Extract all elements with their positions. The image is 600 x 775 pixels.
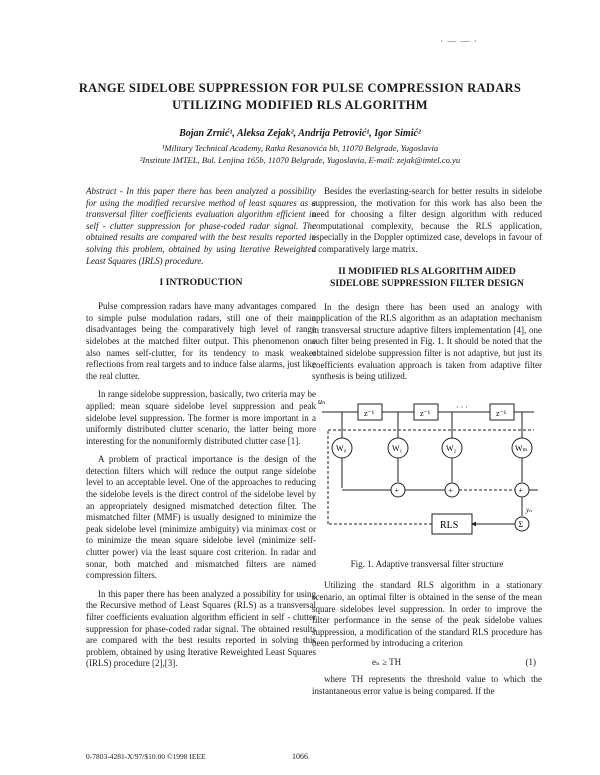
right-column: [312, 186, 542, 705]
weight-node-0: [332, 438, 352, 458]
rls-block: [432, 514, 472, 534]
title-line-2: UTILIZING MODIFIED RLS ALGORITHM: [172, 98, 428, 112]
equation-1-body: eₙ ≥ TH: [372, 656, 402, 667]
right-paragraph-2: In the design there has been used an analogy with application of the RLS algorithm as an adaptation mechanism in transversal structure adaptive filters implementation [4], one such filter being presented in Fig. 1. It should be noted that the obtained sidelobe suppression filter is not adaptive, but just its coefficients evaluation approach is taken from adaptive filter synthesis is being utilized.: [312, 301, 542, 382]
svg-text:+: +: [518, 485, 524, 495]
weight-label-m: Wₘ: [515, 443, 528, 453]
rls-label: RLS: [440, 519, 459, 531]
section-2-title-line-2: SIDELOBE SUPPRESSION FILTER DESIGN: [330, 277, 524, 289]
delay-label-3: z⁻¹: [496, 408, 507, 418]
corner-mark: · — — ·: [440, 36, 478, 46]
section-2-title-line-1: II MODIFIED RLS ALGORITHM AIDED: [338, 265, 516, 277]
weight-node-1: [388, 438, 408, 458]
error-summer: [515, 517, 529, 531]
figure-1-caption: Fig. 1. Adaptive transversal filter structure: [350, 558, 504, 569]
delay-block-2: [414, 404, 438, 420]
svg-text:+: +: [448, 485, 454, 495]
intro-paragraph-1: Pulse compression radars have many advantages compared to simple pulse modulation radars, still one of their main disadvantages being the comparatively high level of range sidelobes at the matched filter output. This phenomenon one also names self-clutter, for its tendency to mask weaker reflections from real targets and to induce false alarms, just like the real clutter.: [86, 301, 316, 381]
affiliation-1: ¹Military Technical Academy, Ratka Resanovića bb, 11070 Belgrade, Yugoslavia: [161, 143, 439, 153]
output-label: yₙ: [526, 505, 532, 514]
intro-paragraph-3: A problem of practical importance is the design of the detection filters which will reduce the output range sidelobe level to an acceptable level. One of the approaches to reducing the sidelobe levels is the direct control of the sidelobe level by an appropriately designed mismatched detection filter. The mismatched filter (MMF) is usually designed to minimize the peak sidelobe level (minimize ambiguity) via minimax cost or to minimize the mean square sidelobe level (minimize self-clutter power) via the least square cost criterion. In radar and sonar, both matched and mismatched filters are named compression filters.: [86, 454, 316, 581]
summer-node-m: [515, 483, 529, 497]
delay-block-3: [490, 404, 514, 420]
author-list: Bojan Zrnić¹, Aleksa Zejak², Andrija Petrović¹, Igor Simić²: [179, 128, 421, 139]
equation-1-number: (1): [525, 656, 536, 667]
left-column: [86, 186, 316, 677]
weight-label-0: W₀: [336, 443, 347, 453]
input-signal-label: uₙ: [318, 396, 326, 406]
weight-label-1: W₁: [392, 443, 403, 453]
right-paragraph-3: Utilizing the standard RLS algorithm in a stationary scenario, an optimal filter is obtained in the sense of the mean square sidelobes level suppression. In order to improve the filter performance in the sense of the peak sidelobe values suppression, a modification of the standard RLS procedure has been performed by introducing a criterion: [312, 580, 542, 649]
summer-node-2: [445, 483, 459, 497]
svg-text:+: +: [394, 485, 400, 495]
right-paragraph-4: where TH represents the threshold value to which the instantaneous error value is being compared. If the: [312, 674, 542, 697]
tap-ellipsis: · · ·: [456, 402, 468, 412]
weight-node-2: [442, 438, 462, 458]
paper-title: [60, 80, 540, 114]
filter-diagram-svg: [312, 390, 542, 555]
page-number: 1066: [292, 752, 308, 761]
delay-block-1: [358, 404, 382, 420]
right-paragraph-1: Besides the everlasting-search for better results in sidelobe suppression, the motivation for this work has also been the need for choosing a filter design algorithm with reduced computational complexity, because the RLS application, especially in the Doppler optimized case, develops in favour of a comparatively large matrix.: [312, 186, 542, 254]
footer-copyright: 0-7803-4281-X/97/$10.00 ©1998 IEEE: [86, 752, 206, 761]
title-line-1: RANGE SIDELOBE SUPPRESSION FOR PULSE COMPRESSION RADARS: [78, 81, 522, 95]
equation-1: [312, 657, 542, 669]
section-heading-introduction: I INTRODUCTION: [159, 277, 243, 289]
figure-1-adaptive-filter-diagram: [312, 390, 542, 555]
delay-label-1: z⁻¹: [364, 408, 375, 418]
delay-label-2: z⁻¹: [420, 408, 431, 418]
intro-paragraph-2: In range sidelobe suppression, basically, two criteria may be applied: mean square sidelobe level suppression and peak sidelobe level suppression. The former is more important in a uniformly distributed clutter scenario, the latter being more interesting for the nonuniformly distributed clutter case [1].: [86, 389, 316, 446]
weight-node-m: [512, 438, 532, 458]
intro-paragraph-4: In this paper there has been analyzed a possibility for using the Recursive method of Least Squares (RLS) as a transversal filter coefficients evaluation algorithm efficient in self - clutter suppression for phase-coded radar signal. The obtained results are compared with the best results reported in solving this problem, obtained by using Iterative Reweighted Least Squares (IRLS) procedure [2],[3].: [86, 588, 316, 669]
summer-node-1: [391, 483, 405, 497]
abstract: Abstract - In this paper there has been analyzed a possibility for using the modified recursive method of least squares as a transversal filter coefficients evaluation algorithm efficient in self - clutter suppression for phase-coded radar signal. The obtained results are compared with the best results reported in solving this problem, obtained by using Iterative Reweighted Least Squares (IRLS) procedure.: [86, 186, 316, 266]
section-heading-modified-rls: [312, 266, 542, 290]
affiliation-2: ²Institute IMTEL, Bul. Lenjina 165b, 11070 Belgrade, Yugoslavia, E-mail: zejak@imtel.co.yu: [139, 155, 461, 165]
svg-text:Σ: Σ: [518, 519, 524, 529]
weight-label-2: W₂: [446, 443, 457, 453]
